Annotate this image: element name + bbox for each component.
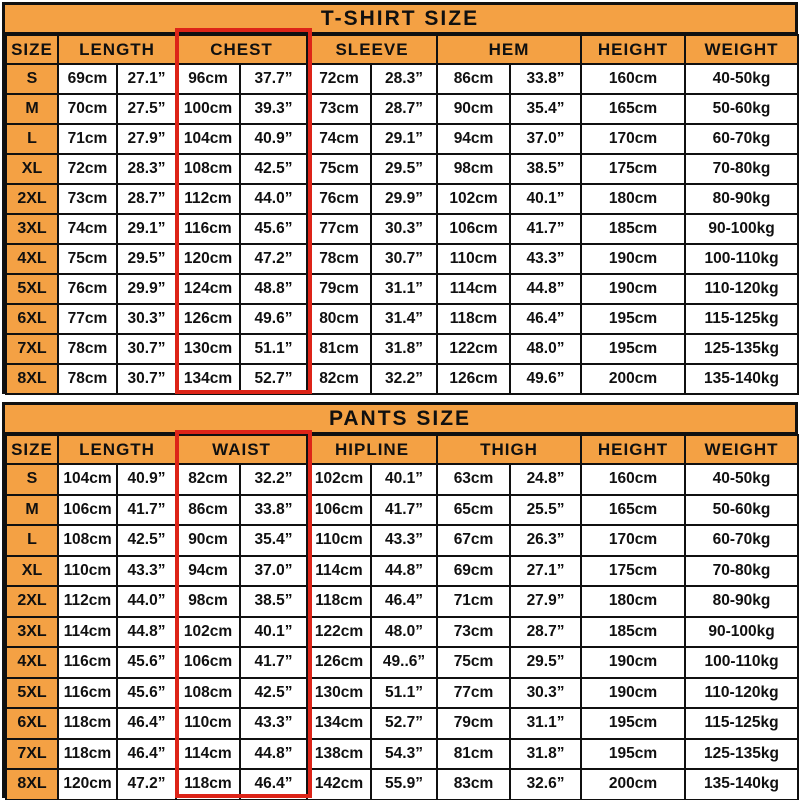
- value-cell: 50-60kg: [685, 495, 798, 526]
- size-cell: 3XL: [6, 617, 58, 648]
- value-cell: 75cm: [307, 154, 371, 184]
- column-header-sleeve: SLEEVE: [307, 35, 437, 64]
- size-cell: XL: [6, 154, 58, 184]
- size-row-4xl: [6, 647, 798, 678]
- value-cell: 26.3”: [510, 525, 581, 556]
- value-cell: 106cm: [437, 214, 510, 244]
- value-cell: 41.7”: [240, 647, 307, 678]
- value-cell: 79cm: [307, 274, 371, 304]
- size-row-l: [6, 525, 798, 556]
- value-cell: 41.7”: [371, 495, 437, 526]
- value-cell: 40.1”: [510, 184, 581, 214]
- value-cell: 33.8”: [510, 64, 581, 94]
- value-cell: 185cm: [581, 214, 685, 244]
- value-cell: 135-140kg: [685, 364, 798, 394]
- column-header-hipline: HIPLINE: [307, 435, 437, 464]
- value-cell: 118cm: [176, 769, 240, 800]
- size-row-5xl: [6, 274, 798, 304]
- value-cell: 30.7”: [117, 364, 176, 394]
- value-cell: 112cm: [58, 586, 117, 617]
- value-cell: 98cm: [176, 586, 240, 617]
- size-row-xl: [6, 556, 798, 587]
- value-cell: 32.6”: [510, 769, 581, 800]
- value-cell: 102cm: [307, 464, 371, 495]
- value-cell: 44.8”: [510, 274, 581, 304]
- value-cell: 46.4”: [117, 739, 176, 770]
- value-cell: 28.3”: [371, 64, 437, 94]
- value-cell: 102cm: [437, 184, 510, 214]
- header-row: [6, 435, 798, 464]
- value-cell: 126cm: [307, 647, 371, 678]
- value-cell: 40-50kg: [685, 464, 798, 495]
- size-cell: 7XL: [6, 334, 58, 364]
- value-cell: 33.8”: [240, 495, 307, 526]
- value-cell: 135-140kg: [685, 769, 798, 800]
- value-cell: 69cm: [58, 64, 117, 94]
- value-cell: 30.3”: [510, 678, 581, 709]
- value-cell: 40.9”: [240, 124, 307, 154]
- value-cell: 170cm: [581, 525, 685, 556]
- value-cell: 110cm: [437, 244, 510, 274]
- pants-table-title: PANTS SIZE: [5, 405, 795, 434]
- value-cell: 49.6”: [510, 364, 581, 394]
- value-cell: 47.2”: [117, 769, 176, 800]
- value-cell: 200cm: [581, 364, 685, 394]
- value-cell: 46.4”: [117, 708, 176, 739]
- value-cell: 28.7”: [117, 184, 176, 214]
- size-row-2xl: [6, 184, 798, 214]
- size-column-header: SIZE: [6, 435, 58, 464]
- size-cell: 2XL: [6, 184, 58, 214]
- value-cell: 175cm: [581, 556, 685, 587]
- value-cell: 44.8”: [117, 617, 176, 648]
- value-cell: 27.9”: [510, 586, 581, 617]
- value-cell: 82cm: [307, 364, 371, 394]
- size-row-6xl: [6, 708, 798, 739]
- value-cell: 108cm: [58, 525, 117, 556]
- value-cell: 86cm: [176, 495, 240, 526]
- size-row-7xl: [6, 739, 798, 770]
- size-row-s: [6, 464, 798, 495]
- pants-size-table-section: [2, 402, 798, 798]
- value-cell: 42.5”: [240, 154, 307, 184]
- value-cell: 114cm: [307, 556, 371, 587]
- value-cell: 78cm: [58, 334, 117, 364]
- size-cell: 4XL: [6, 647, 58, 678]
- value-cell: 70-80kg: [685, 154, 798, 184]
- value-cell: 40-50kg: [685, 64, 798, 94]
- value-cell: 122cm: [307, 617, 371, 648]
- value-cell: 180cm: [581, 184, 685, 214]
- value-cell: 106cm: [58, 495, 117, 526]
- size-cell: 5XL: [6, 274, 58, 304]
- value-cell: 78cm: [307, 244, 371, 274]
- pants-table-header: [6, 435, 798, 464]
- value-cell: 77cm: [58, 304, 117, 334]
- pants-table-body: [6, 464, 798, 800]
- value-cell: 76cm: [58, 274, 117, 304]
- value-cell: 28.7”: [510, 617, 581, 648]
- value-cell: 43.3”: [510, 244, 581, 274]
- column-header-chest: CHEST: [176, 35, 307, 64]
- value-cell: 75cm: [58, 244, 117, 274]
- value-cell: 75cm: [437, 647, 510, 678]
- value-cell: 180cm: [581, 586, 685, 617]
- value-cell: 72cm: [307, 64, 371, 94]
- value-cell: 44.8”: [240, 739, 307, 770]
- value-cell: 125-135kg: [685, 334, 798, 364]
- value-cell: 48.8”: [240, 274, 307, 304]
- value-cell: 118cm: [437, 304, 510, 334]
- value-cell: 116cm: [58, 678, 117, 709]
- value-cell: 44.8”: [371, 556, 437, 587]
- value-cell: 63cm: [437, 464, 510, 495]
- value-cell: 114cm: [437, 274, 510, 304]
- value-cell: 46.4”: [510, 304, 581, 334]
- value-cell: 38.5”: [510, 154, 581, 184]
- value-cell: 96cm: [176, 64, 240, 94]
- value-cell: 98cm: [437, 154, 510, 184]
- size-cell: L: [6, 525, 58, 556]
- size-row-8xl: [6, 769, 798, 800]
- size-cell: 4XL: [6, 244, 58, 274]
- value-cell: 31.1”: [510, 708, 581, 739]
- value-cell: 29.9”: [117, 274, 176, 304]
- value-cell: 106cm: [176, 647, 240, 678]
- value-cell: 27.1”: [510, 556, 581, 587]
- value-cell: 185cm: [581, 617, 685, 648]
- value-cell: 77cm: [307, 214, 371, 244]
- value-cell: 77cm: [437, 678, 510, 709]
- value-cell: 190cm: [581, 244, 685, 274]
- value-cell: 124cm: [176, 274, 240, 304]
- value-cell: 125-135kg: [685, 739, 798, 770]
- value-cell: 195cm: [581, 334, 685, 364]
- size-row-s: [6, 64, 798, 94]
- value-cell: 29.5”: [371, 154, 437, 184]
- size-row-7xl: [6, 334, 798, 364]
- value-cell: 50-60kg: [685, 94, 798, 124]
- value-cell: 112cm: [176, 184, 240, 214]
- size-cell: S: [6, 464, 58, 495]
- size-cell: M: [6, 94, 58, 124]
- value-cell: 43.3”: [371, 525, 437, 556]
- value-cell: 110cm: [307, 525, 371, 556]
- size-row-3xl: [6, 617, 798, 648]
- value-cell: 46.4”: [240, 769, 307, 800]
- value-cell: 30.7”: [117, 334, 176, 364]
- value-cell: 100-110kg: [685, 647, 798, 678]
- value-cell: 190cm: [581, 274, 685, 304]
- value-cell: 90cm: [437, 94, 510, 124]
- value-cell: 71cm: [58, 124, 117, 154]
- value-cell: 100cm: [176, 94, 240, 124]
- size-row-m: [6, 94, 798, 124]
- size-cell: M: [6, 495, 58, 526]
- value-cell: 118cm: [307, 586, 371, 617]
- value-cell: 195cm: [581, 304, 685, 334]
- value-cell: 165cm: [581, 94, 685, 124]
- value-cell: 108cm: [176, 678, 240, 709]
- value-cell: 40.9”: [117, 464, 176, 495]
- pants-size-table: [5, 434, 799, 800]
- value-cell: 31.4”: [371, 304, 437, 334]
- value-cell: 190cm: [581, 647, 685, 678]
- value-cell: 120cm: [58, 769, 117, 800]
- value-cell: 47.2”: [240, 244, 307, 274]
- value-cell: 122cm: [437, 334, 510, 364]
- value-cell: 60-70kg: [685, 124, 798, 154]
- value-cell: 29.1”: [117, 214, 176, 244]
- value-cell: 130cm: [307, 678, 371, 709]
- value-cell: 52.7”: [371, 708, 437, 739]
- value-cell: 134cm: [307, 708, 371, 739]
- column-header-waist: WAIST: [176, 435, 307, 464]
- value-cell: 32.2”: [371, 364, 437, 394]
- value-cell: 82cm: [176, 464, 240, 495]
- value-cell: 90-100kg: [685, 617, 798, 648]
- value-cell: 45.6”: [117, 647, 176, 678]
- value-cell: 37.0”: [510, 124, 581, 154]
- value-cell: 31.8”: [510, 739, 581, 770]
- size-cell: 8XL: [6, 769, 58, 800]
- value-cell: 39.3”: [240, 94, 307, 124]
- value-cell: 110cm: [58, 556, 117, 587]
- value-cell: 165cm: [581, 495, 685, 526]
- value-cell: 114cm: [176, 739, 240, 770]
- size-column-header: SIZE: [6, 35, 58, 64]
- value-cell: 86cm: [437, 64, 510, 94]
- value-cell: 28.7”: [371, 94, 437, 124]
- size-cell: 5XL: [6, 678, 58, 709]
- value-cell: 70cm: [58, 94, 117, 124]
- value-cell: 76cm: [307, 184, 371, 214]
- value-cell: 118cm: [58, 708, 117, 739]
- value-cell: 30.7”: [371, 244, 437, 274]
- size-cell: 2XL: [6, 586, 58, 617]
- value-cell: 51.1”: [371, 678, 437, 709]
- size-row-xl: [6, 154, 798, 184]
- value-cell: 44.0”: [117, 586, 176, 617]
- value-cell: 41.7”: [117, 495, 176, 526]
- value-cell: 31.1”: [371, 274, 437, 304]
- value-cell: 130cm: [176, 334, 240, 364]
- value-cell: 80-90kg: [685, 184, 798, 214]
- value-cell: 46.4”: [371, 586, 437, 617]
- value-cell: 160cm: [581, 64, 685, 94]
- value-cell: 94cm: [437, 124, 510, 154]
- value-cell: 138cm: [307, 739, 371, 770]
- column-header-height: HEIGHT: [581, 35, 685, 64]
- column-header-length: LENGTH: [58, 435, 176, 464]
- value-cell: 118cm: [58, 739, 117, 770]
- value-cell: 48.0”: [371, 617, 437, 648]
- column-header-length: LENGTH: [58, 35, 176, 64]
- value-cell: 73cm: [437, 617, 510, 648]
- value-cell: 100-110kg: [685, 244, 798, 274]
- value-cell: 32.2”: [240, 464, 307, 495]
- value-cell: 28.3”: [117, 154, 176, 184]
- value-cell: 30.3”: [117, 304, 176, 334]
- value-cell: 195cm: [581, 739, 685, 770]
- value-cell: 25.5”: [510, 495, 581, 526]
- value-cell: 106cm: [307, 495, 371, 526]
- value-cell: 90cm: [176, 525, 240, 556]
- value-cell: 38.5”: [240, 586, 307, 617]
- value-cell: 41.7”: [510, 214, 581, 244]
- value-cell: 74cm: [58, 214, 117, 244]
- value-cell: 104cm: [176, 124, 240, 154]
- value-cell: 43.3”: [240, 708, 307, 739]
- value-cell: 49.6”: [240, 304, 307, 334]
- value-cell: 142cm: [307, 769, 371, 800]
- value-cell: 60-70kg: [685, 525, 798, 556]
- value-cell: 79cm: [437, 708, 510, 739]
- size-cell: 6XL: [6, 304, 58, 334]
- value-cell: 126cm: [176, 304, 240, 334]
- tshirt-table-header: [6, 35, 798, 64]
- value-cell: 69cm: [437, 556, 510, 587]
- tshirt-table-body: [6, 64, 798, 394]
- value-cell: 30.3”: [371, 214, 437, 244]
- value-cell: 115-125kg: [685, 708, 798, 739]
- value-cell: 175cm: [581, 154, 685, 184]
- value-cell: 49..6”: [371, 647, 437, 678]
- value-cell: 29.9”: [371, 184, 437, 214]
- value-cell: 72cm: [58, 154, 117, 184]
- value-cell: 116cm: [176, 214, 240, 244]
- column-header-thigh: THIGH: [437, 435, 581, 464]
- value-cell: 27.1”: [117, 64, 176, 94]
- size-cell: XL: [6, 556, 58, 587]
- value-cell: 42.5”: [240, 678, 307, 709]
- tshirt-table-title: T-SHIRT SIZE: [5, 5, 795, 34]
- value-cell: 102cm: [176, 617, 240, 648]
- value-cell: 83cm: [437, 769, 510, 800]
- value-cell: 195cm: [581, 708, 685, 739]
- tshirt-size-table-section: [2, 2, 798, 394]
- value-cell: 126cm: [437, 364, 510, 394]
- tshirt-size-table: [5, 34, 799, 395]
- value-cell: 29.1”: [371, 124, 437, 154]
- value-cell: 78cm: [58, 364, 117, 394]
- column-header-height: HEIGHT: [581, 435, 685, 464]
- size-row-5xl: [6, 678, 798, 709]
- value-cell: 115-125kg: [685, 304, 798, 334]
- size-row-l: [6, 124, 798, 154]
- value-cell: 80cm: [307, 304, 371, 334]
- value-cell: 90-100kg: [685, 214, 798, 244]
- value-cell: 108cm: [176, 154, 240, 184]
- size-cell: L: [6, 124, 58, 154]
- value-cell: 44.0”: [240, 184, 307, 214]
- value-cell: 27.5”: [117, 94, 176, 124]
- value-cell: 45.6”: [117, 678, 176, 709]
- value-cell: 55.9”: [371, 769, 437, 800]
- value-cell: 48.0”: [510, 334, 581, 364]
- value-cell: 71cm: [437, 586, 510, 617]
- value-cell: 70-80kg: [685, 556, 798, 587]
- value-cell: 120cm: [176, 244, 240, 274]
- value-cell: 43.3”: [117, 556, 176, 587]
- value-cell: 134cm: [176, 364, 240, 394]
- value-cell: 29.5”: [117, 244, 176, 274]
- header-row: [6, 35, 798, 64]
- value-cell: 160cm: [581, 464, 685, 495]
- value-cell: 74cm: [307, 124, 371, 154]
- value-cell: 94cm: [176, 556, 240, 587]
- value-cell: 37.0”: [240, 556, 307, 587]
- value-cell: 73cm: [307, 94, 371, 124]
- value-cell: 81cm: [307, 334, 371, 364]
- value-cell: 73cm: [58, 184, 117, 214]
- size-row-4xl: [6, 244, 798, 274]
- value-cell: 27.9”: [117, 124, 176, 154]
- value-cell: 35.4”: [510, 94, 581, 124]
- value-cell: 200cm: [581, 769, 685, 800]
- value-cell: 110-120kg: [685, 274, 798, 304]
- size-cell: 3XL: [6, 214, 58, 244]
- size-row-8xl: [6, 364, 798, 394]
- value-cell: 52.7”: [240, 364, 307, 394]
- value-cell: 35.4”: [240, 525, 307, 556]
- value-cell: 104cm: [58, 464, 117, 495]
- column-header-weight: WEIGHT: [685, 435, 798, 464]
- column-header-weight: WEIGHT: [685, 35, 798, 64]
- value-cell: 190cm: [581, 678, 685, 709]
- size-row-3xl: [6, 214, 798, 244]
- size-cell: 8XL: [6, 364, 58, 394]
- value-cell: 80-90kg: [685, 586, 798, 617]
- value-cell: 29.5”: [510, 647, 581, 678]
- size-cell: S: [6, 64, 58, 94]
- size-row-m: [6, 495, 798, 526]
- value-cell: 67cm: [437, 525, 510, 556]
- value-cell: 65cm: [437, 495, 510, 526]
- value-cell: 114cm: [58, 617, 117, 648]
- value-cell: 24.8”: [510, 464, 581, 495]
- size-row-6xl: [6, 304, 798, 334]
- value-cell: 170cm: [581, 124, 685, 154]
- value-cell: 40.1”: [240, 617, 307, 648]
- value-cell: 81cm: [437, 739, 510, 770]
- size-row-2xl: [6, 586, 798, 617]
- value-cell: 37.7”: [240, 64, 307, 94]
- value-cell: 45.6”: [240, 214, 307, 244]
- value-cell: 54.3”: [371, 739, 437, 770]
- size-cell: 6XL: [6, 708, 58, 739]
- value-cell: 116cm: [58, 647, 117, 678]
- column-header-hem: HEM: [437, 35, 581, 64]
- value-cell: 110-120kg: [685, 678, 798, 709]
- value-cell: 110cm: [176, 708, 240, 739]
- value-cell: 40.1”: [371, 464, 437, 495]
- size-cell: 7XL: [6, 739, 58, 770]
- value-cell: 31.8”: [371, 334, 437, 364]
- value-cell: 42.5”: [117, 525, 176, 556]
- value-cell: 51.1”: [240, 334, 307, 364]
